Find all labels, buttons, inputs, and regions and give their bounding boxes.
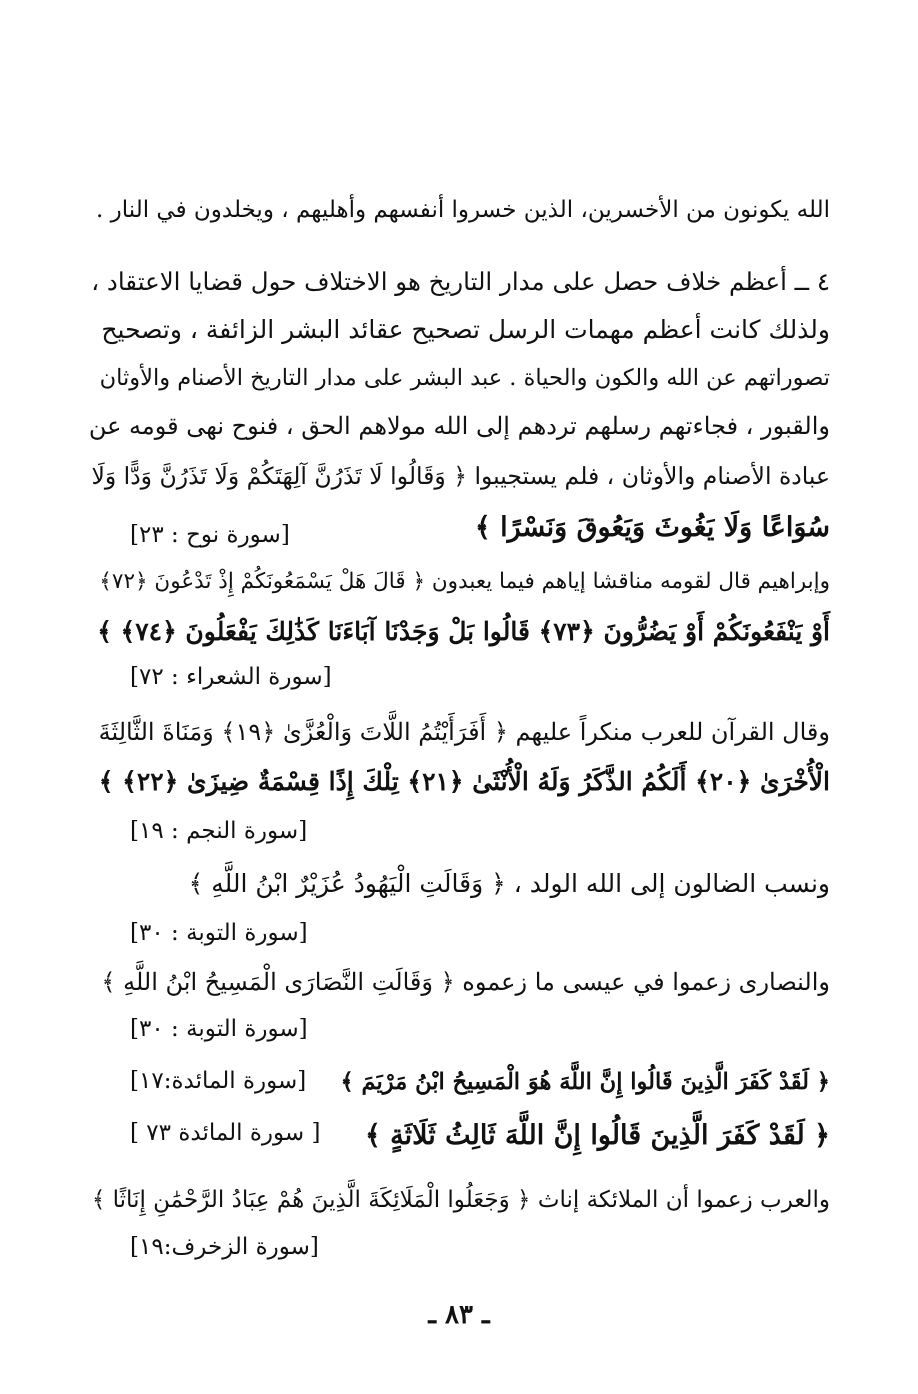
quran-verse-line-11: الْأُخْرَىٰ ﴿٢٠﴾ أَلَكُمُ الذَّكَرُ وَلَهُ الْأُنْثَىٰ ﴿٢١﴾ تِلْكَ إِذًا قِسْمَةٌ ضِيزَىٰ ﴿٢٢﴾ ﴾: [98, 767, 830, 796]
text-line-2: ٤ ــ أعظم خلاف حصل على مدار التاريخ هو الاختلاف حول قضايا الاعتقاد ،: [91, 267, 830, 296]
text-line-10: وقال القرآن للعرب منكراً عليهم ﴿ أَفَرَأَيْتُمُ اللَّاتَ وَالْعُزَّىٰ ﴿١٩﴾ وَمَنَاةَ الثَّالِثَةَ: [98, 718, 830, 746]
surah-reference-najm: [سورة النجم : ١٩]: [130, 818, 308, 844]
quran-verse-line-7: سُوَاعًا وَلَا يَغُوثَ وَيَعُوقَ وَنَسْرًا ﴾: [474, 512, 830, 543]
surah-reference-tawbah-2: [سورة التوبة : ٣٠]: [130, 1016, 308, 1042]
page-number: ـ ٨٣ ـ: [428, 1300, 490, 1330]
text-line-4: تصوراتهم عن الله والكون والحياة . عبد البشر على مدار التاريخ الأصنام والأوثان: [99, 365, 830, 391]
surah-reference-zukhruf: [سورة الزخرف:١٩]: [130, 1234, 319, 1260]
text-line-3: ولذلك كانت أعظم مهمات الرسل تصحيح عقائد البشر الزائفة ، وتصحيح: [101, 315, 830, 344]
quran-verse-line-15: ﴿ لَقَدْ كَفَرَ الَّذِينَ قَالُوا إِنَّ اللَّهَ ثَالِثُ ثَلَاثَةٍ ﴾: [364, 1120, 830, 1151]
surah-reference-shuara: [سورة الشعراء : ٧٢]: [130, 664, 332, 690]
text-line-6: عبادة الأصنام والأوثان ، فلم يستجيبوا ﴿ وَقَالُوا لَا تَذَرُنَّ آلِهَتَكُمْ وَلَا تَذَرُنَّ وَدًّا وَلَا: [91, 462, 830, 490]
quran-verse-line-9: أَوْ يَنْفَعُونَكُمْ أَوْ يَضُرُّونَ ﴿٧٣﴾ قَالُوا بَلْ وَجَدْنَا آبَاءَنَا كَذَٰلِكَ يَفْعَلُونَ ﴿٧٤﴾ ﴾: [97, 617, 830, 646]
text-line-13: والنصارى زعموا في عيسى ما زعموه ﴿ وَقَالَتِ النَّصَارَى الْمَسِيحُ ابْنُ اللَّهِ ﴾: [101, 968, 830, 996]
surah-reference-maidah-73: [ سورة المائدة ٧٣ ]: [130, 1120, 321, 1146]
text-line-12: ونسب الضالون إلى الله الولد ، ﴿ وَقَالَتِ الْيَهُودُ عُزَيْرٌ ابْنُ اللَّهِ ﴾: [188, 869, 830, 898]
text-line-5: والقبور ، فجاءتهم رسلهم تردهم إلى الله مولاهم الحق ، فنوح نهى قومه عن: [88, 412, 830, 440]
text-line-8: وإبراهيم قال لقومه مناقشا إياهم فيما يعبدون ﴿ قَالَ هَلْ يَسْمَعُونَكُمْ إِذْ تَدْعُونَ ﴿٧٢﴾: [99, 569, 830, 594]
surah-reference-tawbah-1: [سورة التوبة : ٣٠]: [130, 920, 308, 946]
text-line-16: والعرب زعموا أن الملائكة إناث ﴿ وَجَعَلُوا الْمَلَائِكَةَ الَّذِينَ هُمْ عِبَادُ الرَّحْمَٰنِ إِنَاثًا ﴾: [91, 1187, 830, 1213]
text-line-1: الله يكونون من الأخسرين، الذين خسروا أنفسهم وأهليهم ، ويخلدون في النار .: [96, 197, 830, 223]
quran-verse-line-14: ﴿ لَقَدْ كَفَرَ الَّذِينَ قَالُوا إِنَّ اللَّهَ هُوَ الْمَسِيحُ ابْنُ مَرْيَمَ ﴾: [340, 1069, 830, 1095]
surah-reference-maidah-17: [سورة المائدة:١٧]: [130, 1068, 307, 1094]
surah-reference-nuh: [سورة نوح : ٢٣]: [130, 522, 290, 548]
